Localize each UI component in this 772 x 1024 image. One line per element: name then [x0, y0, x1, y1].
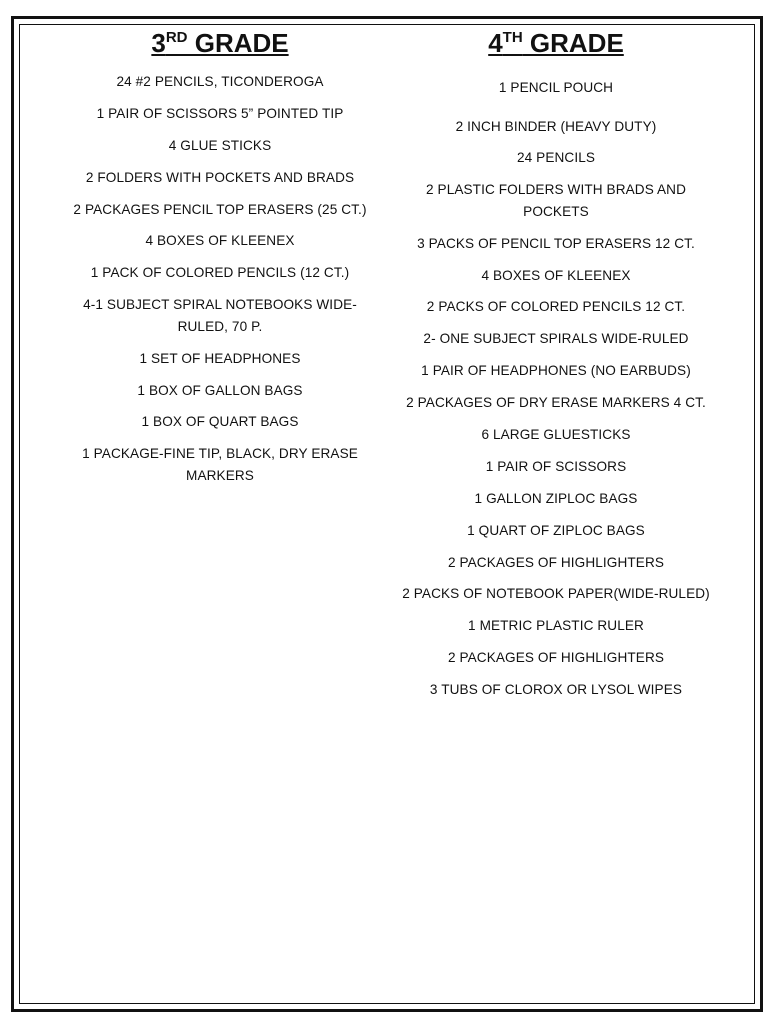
supply-item: 2 PACKS OF NOTEBOOK PAPER(WIDE-RULED): [402, 586, 710, 602]
supply-item: 1 BOX OF GALLON BAGS: [137, 382, 303, 398]
supply-item: 2 PLASTIC FOLDERS WITH BRADS AND POCKETS: [425, 182, 687, 219]
supply-item: 1 PENCIL POUCH: [498, 80, 614, 95]
supply-item: 1 PAIR OF SCISSORS: [485, 458, 627, 474]
supply-item: 2 FOLDERS WITH POCKETS AND BRADS: [85, 169, 355, 185]
fourth-grade-column: [396, 27, 716, 711]
supply-item: 2 PACKAGES OF HIGHLIGHTERS: [447, 650, 665, 666]
fourth-grade-heading-word: GRADE: [522, 28, 624, 58]
third-grade-column: [60, 27, 380, 497]
fourth-grade-heading: [396, 27, 716, 59]
third-grade-heading-number: 3: [151, 28, 166, 58]
supply-item: 2- ONE SUBJECT SPIRALS WIDE-RULED: [423, 331, 689, 347]
supply-item: 2 PACKAGES OF DRY ERASE MARKERS 4 CT.: [406, 395, 706, 411]
supply-item: 2 INCH BINDER (HEAVY DUTY): [455, 118, 657, 134]
fourth-grade-heading-suffix: TH: [502, 29, 523, 46]
supply-item: 1 PACKAGE-FINE TIP, BLACK, DRY ERASE MARKERS: [82, 446, 358, 483]
supply-item: 4 BOXES OF KLEENEX: [481, 267, 631, 283]
supply-item: 1 SET OF HEADPHONES: [139, 350, 301, 366]
supply-item: 1 PAIR OF SCISSORS 5” POINTED TIP: [96, 105, 344, 121]
supply-item: 24 PENCILS: [516, 150, 596, 166]
third-grade-supply-list: [60, 71, 380, 486]
supply-item: 1 PAIR OF HEADPHONES (NO EARBUDS): [421, 363, 691, 379]
supply-item: 6 LARGE GLUESTICKS: [481, 427, 631, 443]
supply-item: 4-1 SUBJECT SPIRAL NOTEBOOKS WIDE-RULED, 70 P.: [83, 297, 357, 334]
fourth-grade-supply-list: [396, 77, 716, 701]
third-grade-heading-word: GRADE: [187, 28, 289, 58]
supply-item: 3 PACKS OF PENCIL TOP ERASERS 12 CT.: [417, 235, 695, 251]
supply-item: 1 BOX OF QUART BAGS: [141, 414, 299, 430]
third-grade-heading: [60, 27, 380, 59]
supply-item: 1 PACK OF COLORED PENCILS (12 CT.): [90, 265, 350, 281]
supply-item: 1 GALLON ZIPLOC BAGS: [474, 490, 638, 506]
supply-item: 3 TUBS OF CLOROX OR LYSOL WIPES: [429, 682, 683, 698]
supply-item: 4 GLUE STICKS: [168, 137, 272, 153]
fourth-grade-heading-number: 4: [488, 28, 503, 58]
supply-item: 1 QUART OF ZIPLOC BAGS: [467, 522, 645, 538]
supply-item: 2 PACKAGES OF HIGHLIGHTERS: [447, 554, 665, 570]
supply-item: 4 BOXES OF KLEENEX: [145, 233, 295, 249]
supply-item: 2 PACKAGES PENCIL TOP ERASERS (25 CT.): [73, 201, 367, 217]
supply-item: 24 #2 PENCILS, TICONDEROGA: [116, 74, 324, 89]
supply-item: 2 PACKS OF COLORED PENCILS 12 CT.: [426, 299, 686, 315]
third-grade-heading-suffix: RD: [165, 29, 188, 46]
supply-item: 1 METRIC PLASTIC RULER: [468, 618, 644, 634]
